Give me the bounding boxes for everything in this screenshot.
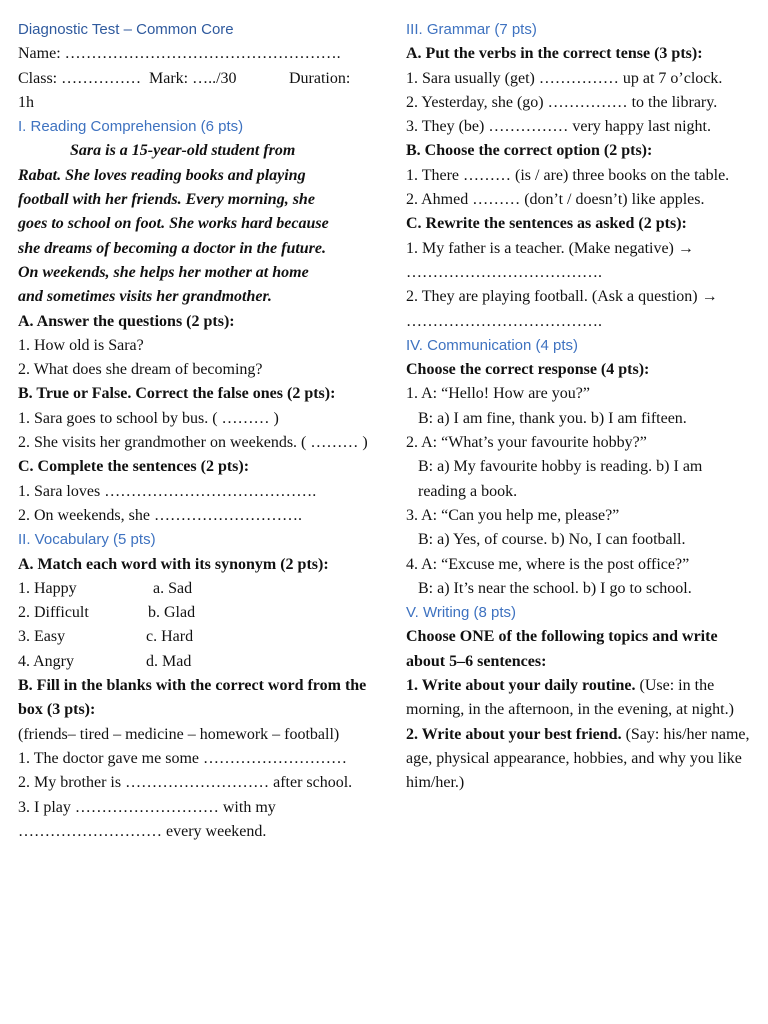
reading-heading: I. Reading Comprehension (6 pts): [18, 118, 244, 136]
rewrite-item: 2. They are playing football. (Ask a question) → ……………………………….: [406, 288, 718, 330]
duration-value: 1h: [18, 93, 34, 111]
left-column: [18, 18, 370, 844]
dialog-response: B: a) It’s near the school. b) I go to school.: [418, 579, 692, 597]
grammar-c-title: C. Rewrite the sentences as asked (2 pts):: [406, 215, 687, 233]
name-line: Name: …………………………………………….: [18, 45, 341, 63]
grammar-a-title: A. Put the verbs in the correct tense (3 pts):: [406, 45, 703, 63]
right-column: [406, 18, 752, 796]
story-line: goes to school on foot. She works hard because: [18, 215, 329, 233]
complete-item: 2. On weekends, she ……………………….: [18, 506, 302, 524]
class-mark-line: [18, 67, 370, 91]
story-line: she dreams of becoming a doctor in the future.: [18, 239, 327, 257]
story-line: and sometimes visits her grandmother.: [18, 288, 272, 306]
reading-c-title: C. Complete the sentences (2 pts):: [18, 458, 250, 476]
class-label: Class: ……………: [18, 69, 142, 87]
duration-label: Duration:: [289, 69, 351, 87]
true-false-item: 1. Sara goes to school by bus. ( ……… ): [18, 409, 279, 427]
communication-title: Choose the correct response (4 pts):: [406, 361, 650, 379]
writing-heading: V. Writing (8 pts): [406, 604, 517, 622]
rewrite-item: 1. My father is a teacher. (Make negative) → ……………………………….: [406, 239, 694, 281]
question-item: 2. What does she dream of becoming?: [18, 361, 263, 379]
topic-2-label: 2. Write about your best friend.: [406, 725, 622, 743]
mark-label: Mark: …../30: [149, 69, 237, 87]
vocabulary-a-title: A. Match each word with its synonym (2 pts):: [18, 555, 329, 573]
option-item: 1. There ……… (is / are) three books on the table.: [406, 166, 730, 184]
dialog-response-text: B: a) My favourite hobby is reading. b) I am reading a book.: [418, 458, 703, 500]
grammar-b-title: B. Choose the correct option (2 pts):: [406, 142, 653, 160]
tense-item: 3. They (be) …………… very happy last night.: [406, 118, 711, 136]
dialog-response: B: a) I am fine, thank you. b) I am fifteen.: [418, 409, 687, 427]
match-synonym: c. Hard: [146, 628, 194, 646]
match-synonym: d. Mad: [146, 652, 192, 670]
match-row: [18, 577, 370, 601]
word-box: (friends– tired – medicine – homework – football): [18, 725, 340, 743]
dialog-question: 3. A: “Can you help me, please?”: [406, 506, 620, 524]
dialog-response: B: a) Yes, of course. b) No, I can football.: [418, 531, 686, 549]
match-word: 1. Happy: [18, 579, 77, 597]
communication-heading: IV. Communication (4 pts): [406, 336, 579, 354]
writing-topic-2: [406, 723, 752, 796]
story-line: football with her friends. Every morning, she: [18, 191, 315, 209]
tense-item: 1. Sara usually (get) …………… up at 7 o’clock.: [406, 69, 723, 87]
match-row: [18, 650, 370, 674]
match-row: [18, 601, 370, 625]
writing-title: Choose ONE of the following topics and write about 5–6 sentences:: [406, 628, 718, 670]
reading-a-title: A. Answer the questions (2 pts):: [18, 312, 235, 330]
match-synonym: a. Sad: [153, 579, 193, 597]
dialog-question: 2. A: “What’s your favourite hobby?”: [406, 434, 647, 452]
fill-blank-item: 2. My brother is ……………………… after school.: [18, 774, 353, 792]
topic-2-text: (Say: his/her name, age, physical appearance, hobbies, and why you like him/her.): [406, 725, 750, 792]
fill-blank-item: 3. I play ……………………… with my ……………………… every weekend.: [18, 798, 276, 840]
grammar-heading: III. Grammar (7 pts): [406, 21, 537, 38]
dialog-response: [406, 455, 752, 504]
writing-topic-1: [406, 674, 752, 723]
topic-1-text: (Use: in the morning, in the afternoon, in the evening, at night.): [406, 677, 734, 719]
option-item: 2. Ahmed ……… (don’t / doesn’t) like apples.: [406, 191, 705, 209]
dialog-question: 1. A: “Hello! How are you?”: [406, 385, 590, 403]
question-item: 1. How old is Sara?: [18, 336, 144, 354]
page-title: Diagnostic Test – Common Core: [18, 21, 234, 38]
match-word: 3. Easy: [18, 628, 66, 646]
match-synonym: b. Glad: [148, 604, 196, 622]
match-word: 4. Angry: [18, 652, 74, 670]
fill-blank-item: 1. The doctor gave me some ………………………: [18, 749, 347, 767]
match-row: [18, 625, 370, 649]
match-word: 2. Difficult: [18, 604, 89, 622]
vocabulary-b-title: B. Fill in the blanks with the correct word from the box (3 pts):: [18, 677, 367, 719]
vocabulary-heading: II. Vocabulary (5 pts): [18, 531, 156, 549]
story-line: Sara is a 15-year-old student from: [70, 142, 296, 160]
dialog-question: 4. A: “Excuse me, where is the post office?”: [406, 555, 690, 573]
story-line: Rabat. She loves reading books and playing: [18, 166, 306, 184]
reading-b-title: B. True or False. Correct the false ones (2 pts):: [18, 385, 336, 403]
topic-1-label: 1. Write about your daily routine.: [406, 677, 636, 695]
complete-item: 1. Sara loves ………………………………….: [18, 482, 317, 500]
story-line: On weekends, she helps her mother at home: [18, 263, 309, 281]
tense-item: 2. Yesterday, she (go) …………… to the library.: [406, 93, 718, 111]
true-false-item: 2. She visits her grandmother on weekends. ( ……… ): [18, 434, 368, 452]
